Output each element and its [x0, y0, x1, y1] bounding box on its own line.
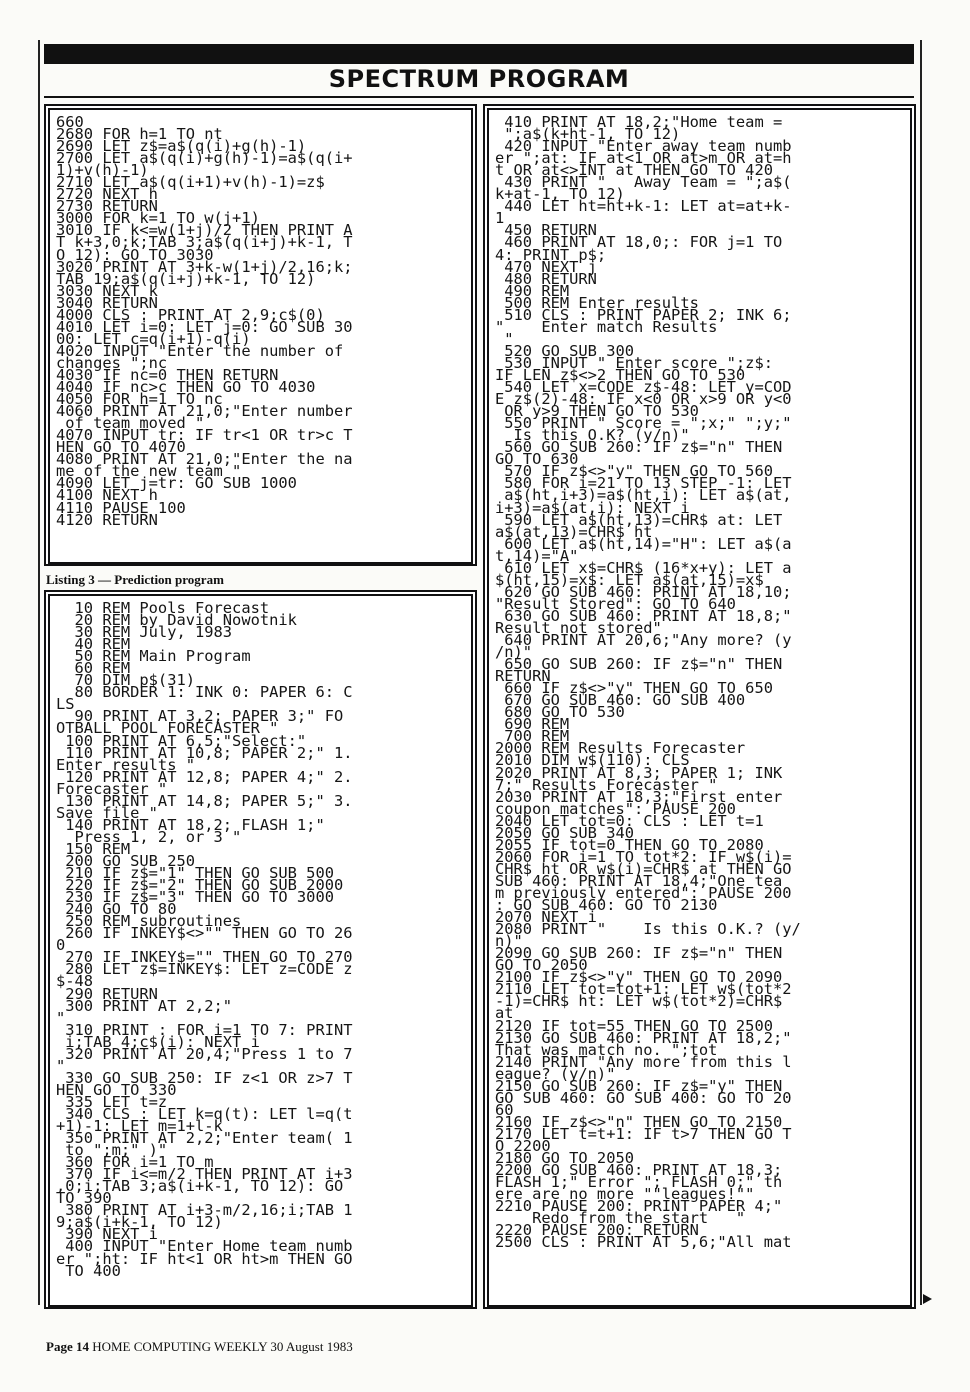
listing-frame-right [487, 108, 912, 1307]
continue-arrow-icon [923, 1294, 932, 1304]
left-column-rule [38, 40, 40, 1305]
listing-caption: Listing 3 — Prediction program [46, 572, 224, 587]
header-bar [44, 44, 914, 64]
listing-frame-top [48, 108, 473, 564]
right-column-rule [920, 40, 922, 1305]
listing-top-code: 660 2680 FOR h=1 TO nt 2690 LET z$=a$(q(i)+g(h)-1) 2700 LET a$(q(i)+g(h)-1)=a$(q(i+ 1)+v(h)-1) 2710 LET a$(q(i+1)+v(h)-1)=z$ 2720 NEXT h 2730 RETURN 3000 FOR k=1 TO w(j+1) 3010 IF k<=w(1+j)/2 THEN PRINT A T k+3,0;k;TAB 3;a$(q(i+j)+k-1, T O 12): GO TO 3030 3020 PRINT AT 3+k-w(1+j)/2,16;k; TAB 19;a$(q(i+j)+k-1, TO 12) 3030 NEXT k 3040 RETURN 4000 CLS : PRINT AT 2,9;c$(0) 4010 LET i=0: LET j=0: GO SUB 30 00: LET c=q(i+1)-q(i) 4020 INPUT "Enter the number of changes ";nc 4030 IF nc=0 THEN RETURN 4040 IF nc>c THEN GO TO 4030 4050 FOR h=1 TO nc 4060 PRINT AT 21,0;"Enter number of team moved " 4070 INPUT tr: IF tr<1 OR tr>c T HEN GO TO 4070 4080 PRINT AT 21,0;"Enter the na me of the new team " 4090 LET j=tr: GO SUB 1000 4100 NEXT h 4110 PAUSE 100 4120 RETURN [56, 113, 353, 529]
listing-right-code: 410 PRINT AT 18,2;"Home team = ";a$(k+ht-1, TO 12) 420 INPUT "Enter away team numb er ";at: IF at<1 OR at>m OR at=h t OR at<>INT at THEN GO TO 420 430 PRINT " Away Team = ";a$( k+at-1, TO 12) 440 LET ht=ht+k-1: LET at=at+k- 1 450 RETURN 460 PRINT AT 18,0;: FOR j=1 TO 4: PRINT p$; 470 NEXT j 480 RETURN 490 REM 500 REM Enter results 510 CLS : PRINT PAPER 2; INK 6; " Enter match Results " 520 GO SUB 300 530 INPUT " Enter score ";z$: IF LEN z$<>2 THEN GO TO 530 540 LET x=CODE z$-48: LET y=COD E z$(2)-48: IF x<0 OR x>9 OR y<0 OR y>9 THEN GO TO 530 550 PRINT " Score = ";x;" ";y;" Is this O.K? (y/n)" 560 GO SUB 260: IF z$="n" THEN GO TO 630 570 IF z$<>"y" THEN GO TO 560 580 FOR i=21 TO 13 STEP -1: LET a$(ht,i+3)=a$(ht,i): LET a$(at, i+3)=a$(at,i): NEXT i 590 LET a$(ht,13)=CHR$ at: LET a$(at,13)=CHR$ ht 600 LET a$(ht,14)="H": LET a$(a t,14)="A" 610 LET x$=CHR$ (16*x+y): LET a $(ht,15)=x$: LET a$(at,15)=x$ 620 GO SUB 460: PRINT AT 18,10; "Result Stored": GO TO 640 630 GO SUB 460: PRINT AT 18,8;" Result not stored" 640 PRINT AT 20,6;"Any more? (y /n)" 650 GO SUB 260: IF z$="n" THEN RETURN 660 IF z$<>"y" THEN GO TO 650 670 GO SUB 460: GO SUB 400 680 GO TO 530 690 REM 700 REM 2000 REM Results Forecaster 2010 DIM w$(110): CLS 2020 PRINT AT 8,3; PAPER 1; INK 7;" Results Forecaster " 2030 PRINT AT 18,3;"First enter coupon matches": PAUSE 200 2040 LET tot=0: CLS : LET t=1 2050 GO SUB 340 2055 IF tot=0 THEN GO TO 2080 2060 FOR i=1 TO tot*2: IF w$(i)= CHR$ ht OR w$(i)=CHR$ at THEN GO SUB 460: PRINT AT 18,4;"One tea m previously entered": PAUSE 200 : GO SUB 460: GO TO 2130 2070 NEXT i 2080 PRINT " Is this O.K.? (y/ n)" 2090 GO SUB 260: IF z$="n" THEN GO TO 2050 2100 IF z$<>"y" THEN GO TO 2090 2110 LET tot=tot+1: LET w$(tot*2 -1)=CHR$ ht: LET w$(tot*2)=CHR$ at 2120 IF tot=55 THEN GO TO 2500 2130 GO SUB 460: PRINT AT 18,2;" That was match no. ";tot 2140 PRINT "Any more from this l eague? (y/n)" 2150 GO SUB 260: IF z$="y" THEN GO SUB 460: GO SUB 400: GO TO 20 60 2160 IF z$<>"n" THEN GO TO 2150 2170 LET t=t+1: IF t>7 THEN GO T O 2200 2180 GO TO 2050 2200 GO SUB 460: PRINT AT 18,3; FLASH 1;" Error "; FLASH 0;" th ere are no more ""leagues!"" 2210 PAUSE 200: PRINT PAPER 4;" Redo from the start " 2220 PAUSE 200: RETURN 2500 CLS : PRINT AT 5,6;"All mat [495, 113, 801, 1252]
page-footer [46, 1339, 353, 1355]
listing-frame-left [48, 594, 473, 1307]
listing-left-code: 10 REM Pools Forecast 20 REM by David Nowotnik 30 REM July, 1983 40 REM 50 REM Main Program 60 REM 70 DIM p$(31) 80 BORDER 1: INK 0: PAPER 6: C LS 90 PRINT AT 3,2; PAPER 3;" FO OTBALL POOL FORECASTER " 100 PRINT AT 6,5;"Select:" 110 PRINT AT 10,8; PAPER 2;" 1. Enter results " 120 PRINT AT 12,8; PAPER 4;" 2. Forecaster " 130 PRINT AT 14,8; PAPER 5;" 3. Save file " 140 PRINT AT 18,2; FLASH 1;" Press 1, 2, or 3 " 150 REM 200 GO SUB 250 210 IF z$="1" THEN GO SUB 500 220 IF z$="2" THEN GO SUB 2000 230 IF z$="3" THEN GO TO 3000 240 GO TO 80 250 REM subroutines 260 IF INKEY$<>"" THEN GO TO 26 0 270 IF INKEY$="" THEN GO TO 270 280 LET z$=INKEY$: LET z=CODE z $-48 290 RETURN 300 PRINT AT 2,2;" " 310 PRINT : FOR i=1 TO 7: PRINT i;TAB 4;c$(i): NEXT i 320 PRINT AT 20,4;"Press 1 to 7 " 330 GO SUB 250: IF z<1 OR z>7 T HEN GO TO 330 335 LET t=z 340 CLS : LET k=q(t): LET l=q(t +1)-1: LET m=1+l-k 350 PRINT AT 2,2;"Enter team( 1 to ";m;" )" 360 FOR i=1 TO m 370 IF i<=m/2 THEN PRINT AT i+3 ,0;i;TAB 3;a$(i+k-1, TO 12): GO TO 390 380 PRINT AT i+3-m/2,16;i;TAB 1 9;a$(i+k-1, TO 12) 390 NEXT i 400 INPUT "Enter Home team numb er ";ht: IF ht<1 OR ht>m THEN GO TO 400 [56, 599, 353, 1280]
publication-name: HOME COMPUTING WEEKLY 30 August 1983 [92, 1339, 353, 1354]
page-title: SPECTRUM PROGRAM [328, 65, 630, 93]
title-underline [44, 96, 914, 98]
page-number: Page 14 [46, 1339, 89, 1354]
